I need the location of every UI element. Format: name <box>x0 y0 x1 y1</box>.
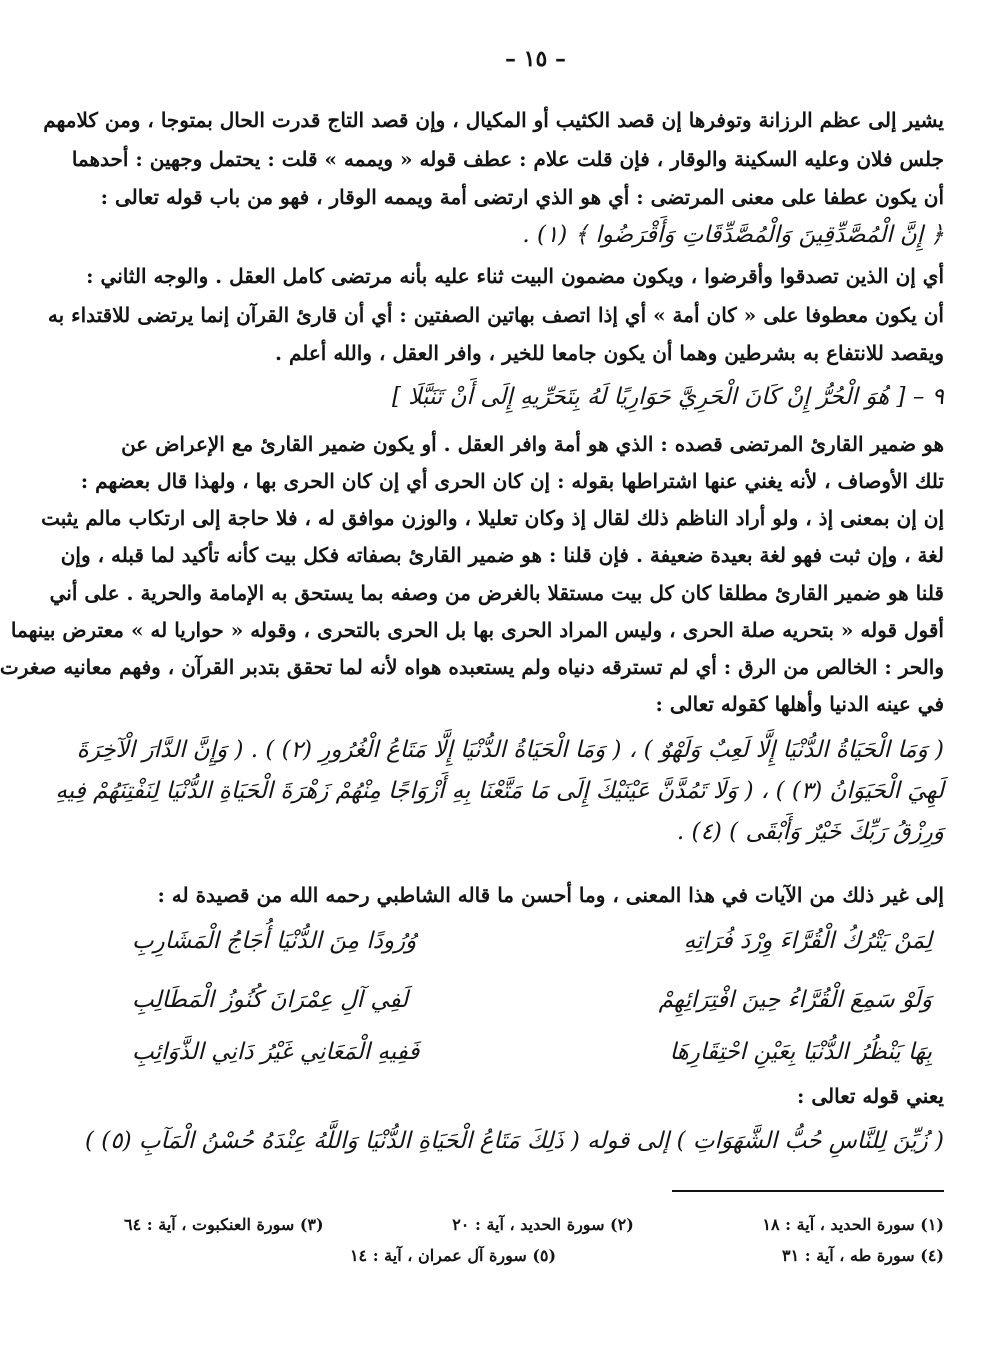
text-line: هو ضمير القارئ المرتضى قصده : الذي هو أمة وافر العقل . أو يكون ضمير القارئ مع الإعراض عن <box>121 432 944 456</box>
footnote: (٣) سورة العنكبوت ، آية : ٦٤ <box>124 1215 324 1234</box>
poem-line <box>132 924 932 958</box>
poem-line <box>132 983 932 1017</box>
footnote: (٥) سورة آل عمران ، آية : ١٤ <box>349 1246 557 1265</box>
poem-verse-9: ٩ – [ هُوَ الْحُرُّ إِنْ كَانَ الْحَرِيَّ حَوَارِيًا لَهُ بِتَحَرِّيهِ إِلَى أَنْ تَنَبَّلَا ] <box>392 384 944 410</box>
text-line: لغة ، وإن ثبت فهو لغة بعيدة ضعيفة . فإن قلنا : هو ضمير القارئ بصفاته فكل بيت كأنه تأكيد لما قبله ، وإن <box>60 543 944 567</box>
poem-line <box>132 1035 932 1069</box>
text-line: يشير إلى عظم الرزانة وتوفرها إن قصد الكثيب أو المكيال ، وإن قصد التاج قدرت الحال بمتوجا ، ومن كلامهم <box>43 108 944 132</box>
text-line: قلنا هو ضمير القارئ مطلقا كان كل بيت مستقلا بالغرض من وصفه بما يستحق به الإمامة والحرية . على أني <box>49 581 944 605</box>
poem-hemistich-first: لِمَنْ يَتْرُكُ الْقُرَّاءَ وِرْدَ فُرَاتِهِ <box>683 928 932 954</box>
footnote-row <box>124 1244 944 1268</box>
text-line: أي إن الذين تصدقوا وأقرضوا ، ويكون مضمون البيت ثناء عليه بأنه مرتضى كامل العقل . والوجه الثاني : <box>86 264 944 288</box>
quran-verse: ( وَمَا الْحَيَاةُ الدُّنْيَا إِلَّا لَعِبٌ وَلَهْوٌ ) ، ( وَمَا الْحَيَاةُ الدُّنْيَا إِلَّا مَتَاعُ الْغُرُورِ (٢) ) . ( وَإِنَّ الدَّارَ الْآخِرَةَ <box>76 737 944 763</box>
quran-verse: ( زُيِّنَ لِلنَّاسِ حُبُّ الشَّهَوَاتِ ) إلى قوله ( ذَلِكَ مَتَاعُ الْحَيَاةِ الدُّنْيَا وَاللَّهُ عِنْدَهُ حُسْنُ الْمَآبِ (٥) ) <box>84 1128 944 1154</box>
text-line: إن إن بمعنى إذ ، ولو أراد الناظم ذلك لقال إذ وكان تعليلا ، والوزن موافق له ، فلا حاجة إلى ارتكاب مالم يثبت <box>41 506 944 530</box>
poem-hemistich-first: وَلَوْ سَمِعَ الْقُرَّاءُ حِينَ افْتِرَائِهِمْ <box>658 987 932 1013</box>
footnote: (١) سورة الحديد ، آية : ١٨ <box>762 1215 944 1234</box>
text-line: أن يكون معطوفا على « كان أمة » أي إذا اتصف بهاتين الصفتين : أي أن قارئ القرآن إنما يرتضى للاقتداء به <box>47 303 944 327</box>
text-line: في عينه الدنيا وأهلها كقوله تعالى : <box>655 692 944 716</box>
poem-hemistich-first: بِهَا يَنْظُرُ الدُّنْيَا بِعَيْنِ احْتِقَارِهَا <box>669 1039 932 1065</box>
footnote-row <box>124 1213 944 1237</box>
quran-verse: وَرِزْقُ رَبِّكَ خَيْرٌ وَأَبْقَى ) (٤) . <box>676 819 944 845</box>
text-line: تلك الأوصاف ، لأنه يغني عنها اشتراطها بقوله : إن كان الحرى أي إن كان الحرى بها ، ولهذا قال بعضهم : <box>80 469 944 493</box>
quran-verse: ﴿ إِنَّ الْمُصَّدِّقِينَ وَالْمُصَّدِّقَاتِ وَأَقْرَضُوا ﴾ (١) . <box>522 222 944 248</box>
poem-hemistich-second: فَفِيهِ الْمَعَانِي غَيْرُ دَانِي الذَّوَائِبِ <box>132 1039 420 1065</box>
text-line: أقول قوله « بتحريه صلة الحرى ، وليس المراد الحرى بها بل الحرى بالتحرى ، وقوله « حواريا له » معترض بينهما <box>10 618 944 642</box>
text-line: يعني قوله تعالى : <box>797 1084 944 1108</box>
footnote-divider <box>672 1190 944 1192</box>
quran-verse: لَهِيَ الْحَيَوَانُ (٣) ) ، ( وَلَا تَمُدَّنَّ عَيْنَيْكَ إِلَى مَا مَتَّعْنَا بِهِ أَزْوَاجًا مِنْهُمْ زَهْرَةَ الْحَيَاةِ الدُّنْيَا لِنَفْتِنَهُمْ فِيهِ <box>55 778 944 804</box>
text-line: إلى غير ذلك من الآيات في هذا المعنى ، وما أحسن ما قاله الشاطبي رحمه الله من قصيدة له : <box>157 883 944 907</box>
text-line: ويقصد للانتفاع به بشرطين وهما أن يكون جامعا للخير ، وافر العقل ، والله أعلم . <box>275 341 944 365</box>
page-number: – ١٥ – <box>505 46 566 72</box>
footnote: (٤) سورة طه ، آية : ٣١ <box>782 1246 944 1265</box>
poem-hemistich-second: وُرُودًا مِنَ الدُّنْيَا أُجَاجُ الْمَشَارِبِ <box>132 928 417 954</box>
text-line: والحر : الخالص من الرق : أي لم تسترقه دنياه ولم يستعبده هواه لأنه لما تحقق بتدبر القرآن ، وفهم معانيه صغرت <box>0 655 944 679</box>
text-line: جلس فلان وعليه السكينة والوقار ، فإن قلت علام : عطف قوله « ويممه » قلت : يحتمل وجهين : أحدهما <box>71 147 944 171</box>
text-line: أن يكون عطفا على معنى المرتضى : أي هو الذي ارتضى أمة ويممه الوقار ، فهو من باب قوله تعالى : <box>100 185 944 209</box>
poem-hemistich-second: لَفِي آلِ عِمْرَانَ كُنُوزُ الْمَطَالِبِ <box>132 987 409 1013</box>
footnote: (٢) سورة الحديد ، آية : ٢٠ <box>452 1215 634 1234</box>
